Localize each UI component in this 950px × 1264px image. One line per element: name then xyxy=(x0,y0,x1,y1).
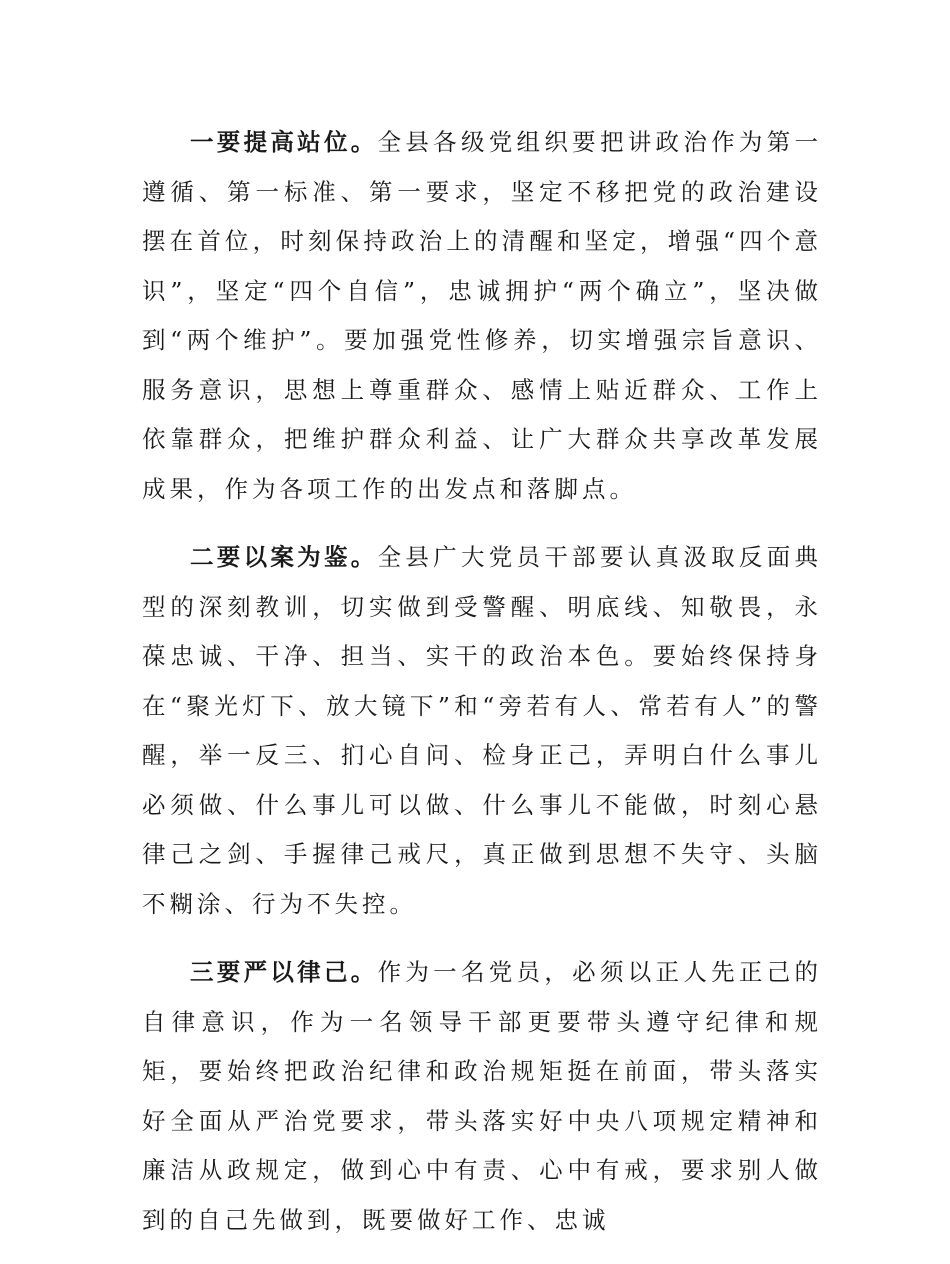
paragraph-1-text: 全县各级党组织要把讲政治作为第一遵循、第一标准、第一要求，坚定不移把党的政治建设摆在首位，时刻保持政治上的清醒和坚定，增强“四个意识”，坚定“四个自信”，忠诚拥护“两个确立”，坚决做到“两个维护”。要加强党性修养，切实增强宗旨意识、服务意识，思想上尊重群众、感情上贴近群众、工作上依靠群众，把维护群众利益、让广大群众共享改革发展成果，作为各项工作的出发点和落脚点。 xyxy=(142,128,823,503)
paragraph-3 xyxy=(142,948,822,1245)
paragraph-2-text: 全县广大党员干部要认真汲取反面典型的深刻教训，切实做到受警醒、明底线、知敬畏，永葆忠诚、干净、担当、实干的政治本色。要始终保持身在“聚光灯下、放大镜下”和“旁若有人、常若有人”的警醒，举一反三、扪心自问、检身正己，弄明白什么事儿必须做、什么事儿可以做、什么事儿不能做，时刻心悬律己之剑、手握律己戒尺，真正做到思想不失守、头脑不糊涂、行为不失控。 xyxy=(142,543,823,918)
paragraph-3-heading: 三要严以律己。 xyxy=(190,958,378,986)
document-body xyxy=(142,118,822,1264)
paragraph-2 xyxy=(142,533,822,929)
paragraph-2-heading: 二要以案为鉴。 xyxy=(190,543,378,571)
paragraph-1-heading: 一要提高站位。 xyxy=(190,128,378,156)
paragraph-1 xyxy=(142,118,822,514)
paragraph-3-text: 作为一名党员，必须以正人先正己的自律意识，作为一名领导干部更要带头遵守纪律和规矩，要始终把政治纪律和政治规矩挺在前面，带头落实好全面从严治党要求，带头落实好中央八项规定精神和廉洁从政规定，做到心中有责、心中有戒，要求别人做到的自己先做到，既要做好工作、忠诚 xyxy=(142,958,823,1234)
